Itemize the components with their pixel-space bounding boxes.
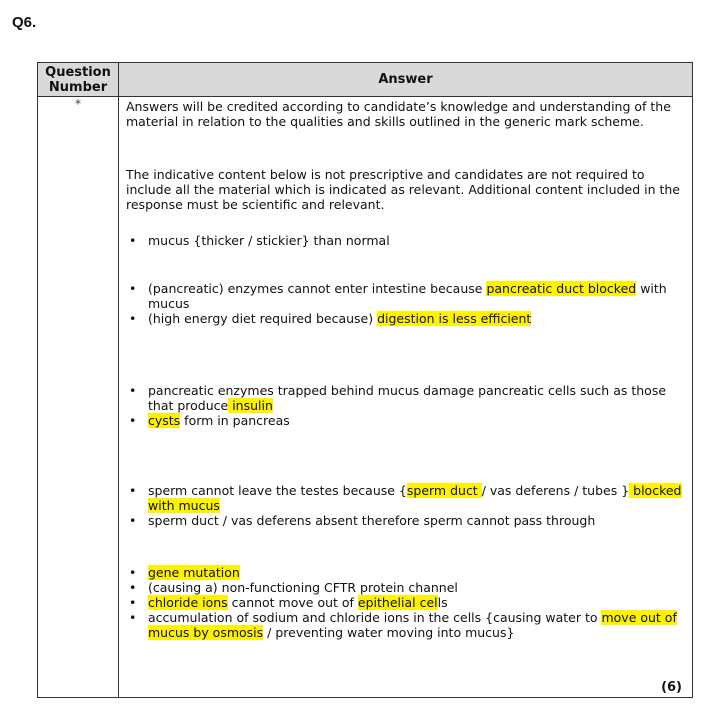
bullet-group-pancreas-enzymes: [126, 281, 686, 326]
list-item: • sperm cannot leave the testes because {sperm duct / vas deferens / tubes } blocked with mucus: [129, 483, 682, 513]
marks-total: (6): [661, 680, 682, 695]
question-number-header: Question Number: [38, 63, 119, 97]
list-item: • (causing a) non-functioning CFTR protein channel: [129, 580, 458, 595]
mark-scheme-table: [37, 62, 693, 698]
list-item: • cysts form in pancreas: [129, 413, 290, 428]
list-item: • accumulation of sodium and chloride ions in the cells {causing water to move out of mucus by osmosis / preventing water moving into mucus}: [129, 610, 677, 640]
list-item: • chloride ions cannot move out of epithelial cells: [129, 595, 448, 610]
answer-header: Answer: [119, 63, 693, 97]
list-item: • mucus {thicker / stickier} than normal: [129, 233, 390, 248]
bullet-group-genetics: [126, 565, 686, 640]
list-item: • (pancreatic) enzymes cannot enter intestine because pancreatic duct blocked with mucus: [129, 281, 667, 311]
bullet-group-pancreatic-damage: [126, 383, 686, 428]
bullet-group-sperm: [126, 483, 686, 528]
list-item: • pancreatic enzymes trapped behind mucus damage pancreatic cells such as those that produce insulin: [129, 383, 667, 413]
bullet-group-mucus: [126, 233, 686, 248]
intro-paragraph-1: Answers will be credited according to candidate’s knowledge and understanding of the material in relation to the qualities and skills outlined in the generic mark scheme.: [126, 99, 671, 129]
list-item: • sperm duct / vas deferens absent therefore sperm cannot pass through: [129, 513, 596, 528]
answer-cell: [119, 97, 693, 698]
intro-paragraph-2: The indicative content below is not prescriptive and candidates are not required to include all the material which is indicated as relevant. Additional content included in the response must be scientific and relevant.: [126, 167, 680, 212]
question-number-cell: *: [38, 97, 119, 698]
list-item: • gene mutation: [129, 565, 240, 580]
list-item: • (high energy diet required because) digestion is less efficient: [129, 311, 532, 326]
question-label: Q6.: [12, 14, 37, 31]
